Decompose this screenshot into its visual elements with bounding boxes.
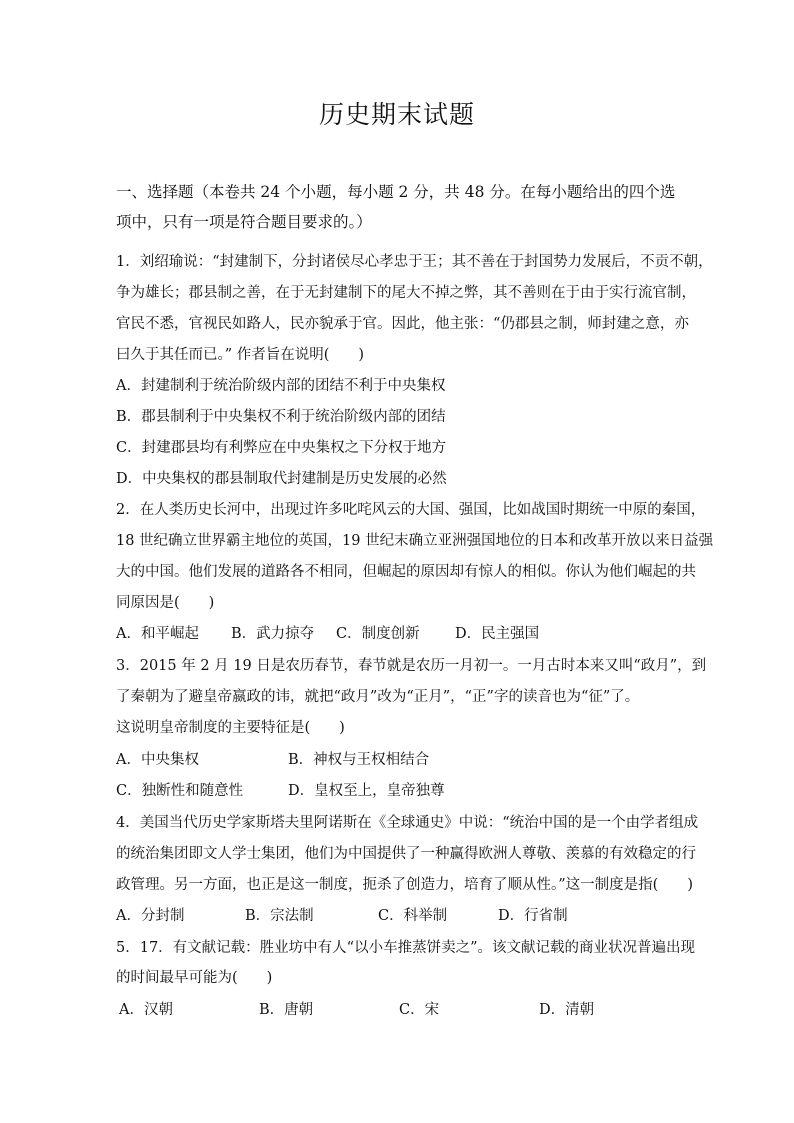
section-heading-line-2: 项中，只有一项是符合题目要求的。） [116,213,372,231]
section-heading-line-1: 一、选择题（本卷共 24 个小题，每小题 2 分，共 48 分。在每小题给出的四个选 [116,183,676,201]
q5-stem-line-1: 5．17．有文献记载：胜业坊中有人“以小车推蒸饼卖之”。该文献记载的商业状况普遍出现 [116,940,695,956]
q2-stem-line-2: 18 世纪确立世界霸主地位的英国，19 世纪末确立亚洲强国地位的日本和改革开放以来日益强 [116,533,714,549]
q2-stem-line-3: 大的中国。他们发展的道路各不相同，但崛起的原因却有惊人的相似。你认为他们崛起的共 [116,564,696,580]
q4-option-c: C．科举制 [378,908,448,924]
q4-stem-line-3: 政管理。另一方面，也正是这一制度，扼杀了创造力，培育了顺从性。”这一制度是指( ) [116,877,693,893]
q1-option-d: D．中央集权的郡县制取代封建制是历史发展的必然 [116,471,447,487]
q5-stem-line-2: 的时间最早可能为( ) [116,970,273,986]
q2-stem-line-4: 同原因是( ) [116,595,215,611]
q3-option-c: C．独断性和随意性 [116,783,244,799]
q5-option-b: B．唐朝 [259,1002,314,1018]
q2-option-b: B．武力掠夺 [231,626,315,642]
q3-stem-line-1: 3．2015 年 2 月 19 日是农历春节，春节就是农历一月初一。一月古时本来又叫“政月”，到 [116,658,707,674]
q1-option-c: C．封建郡县均有利弊应在中央集权之下分权于地方 [116,440,447,456]
q2-option-d: D．民主强国 [455,626,540,642]
q1-stem-line-3: 官民不悉，官视民如路人，民亦貌承于官。因此，他主张：“仍郡县之制，师封建之意，亦 [116,316,689,332]
q1-option-a: A．封建制利于统治阶级内部的团结不利于中央集权 [116,378,446,394]
q3-option-d: D．皇权至上，皇帝独尊 [288,783,445,799]
q5-option-a: A．汉朝 [119,1002,173,1018]
q4-option-b: B．宗法制 [245,908,314,924]
q5-option-d: D．清朝 [539,1002,595,1018]
q1-stem-line-4: 曰久于其任而已。” 作者旨在说明( ) [116,347,365,363]
q4-option-d: D．行省制 [498,908,568,924]
q4-stem-line-1: 4．美国当代历史学家斯塔夫里阿诺斯在《全球通史》中说：“统治中国的是一个由学者组成 [116,815,699,831]
q2-option-a: A．和平崛起 [116,626,199,642]
q1-option-b: B．郡县制利于中央集权不利于统治阶级内部的团结 [116,409,446,425]
q4-stem-line-2: 的统治集团即文人学士集团，他们为中国提供了一种赢得欧洲人尊敬、羡慕的有效稳定的行 [116,846,696,862]
page-title: 历史期末试题 [318,100,475,129]
q1-stem-line-2: 争为雄长；郡县制之善，在于无封建制下的尾大不掉之弊，其不善则在于由于实行流官制， [116,285,696,301]
q3-option-b: B．神权与王权相结合 [288,752,430,768]
q1-stem-line-1: 1．刘绍瑜说：“封建制下，分封诸侯尽心孝忠于王；其不善在于封国势力发展后，不贡不朝， [116,254,713,270]
q2-stem-line-1: 2．在人类历史长河中，出现过许多叱咤风云的大国、强国，比如战国时期统一中原的秦国， [116,502,706,518]
q3-stem-line-2: 了秦朝为了避皇帝嬴政的讳，就把“政月”改为“正月”，“正”字的读音也为“征”了。 [116,689,640,705]
q3-stem-line-3: 这说明皇帝制度的主要特征是( ) [116,720,345,736]
q2-option-c: C．制度创新 [336,626,420,642]
q4-option-a: A．分封制 [116,908,185,924]
q3-option-a: A．中央集权 [116,752,199,768]
q5-option-c: C．宋 [399,1002,440,1018]
